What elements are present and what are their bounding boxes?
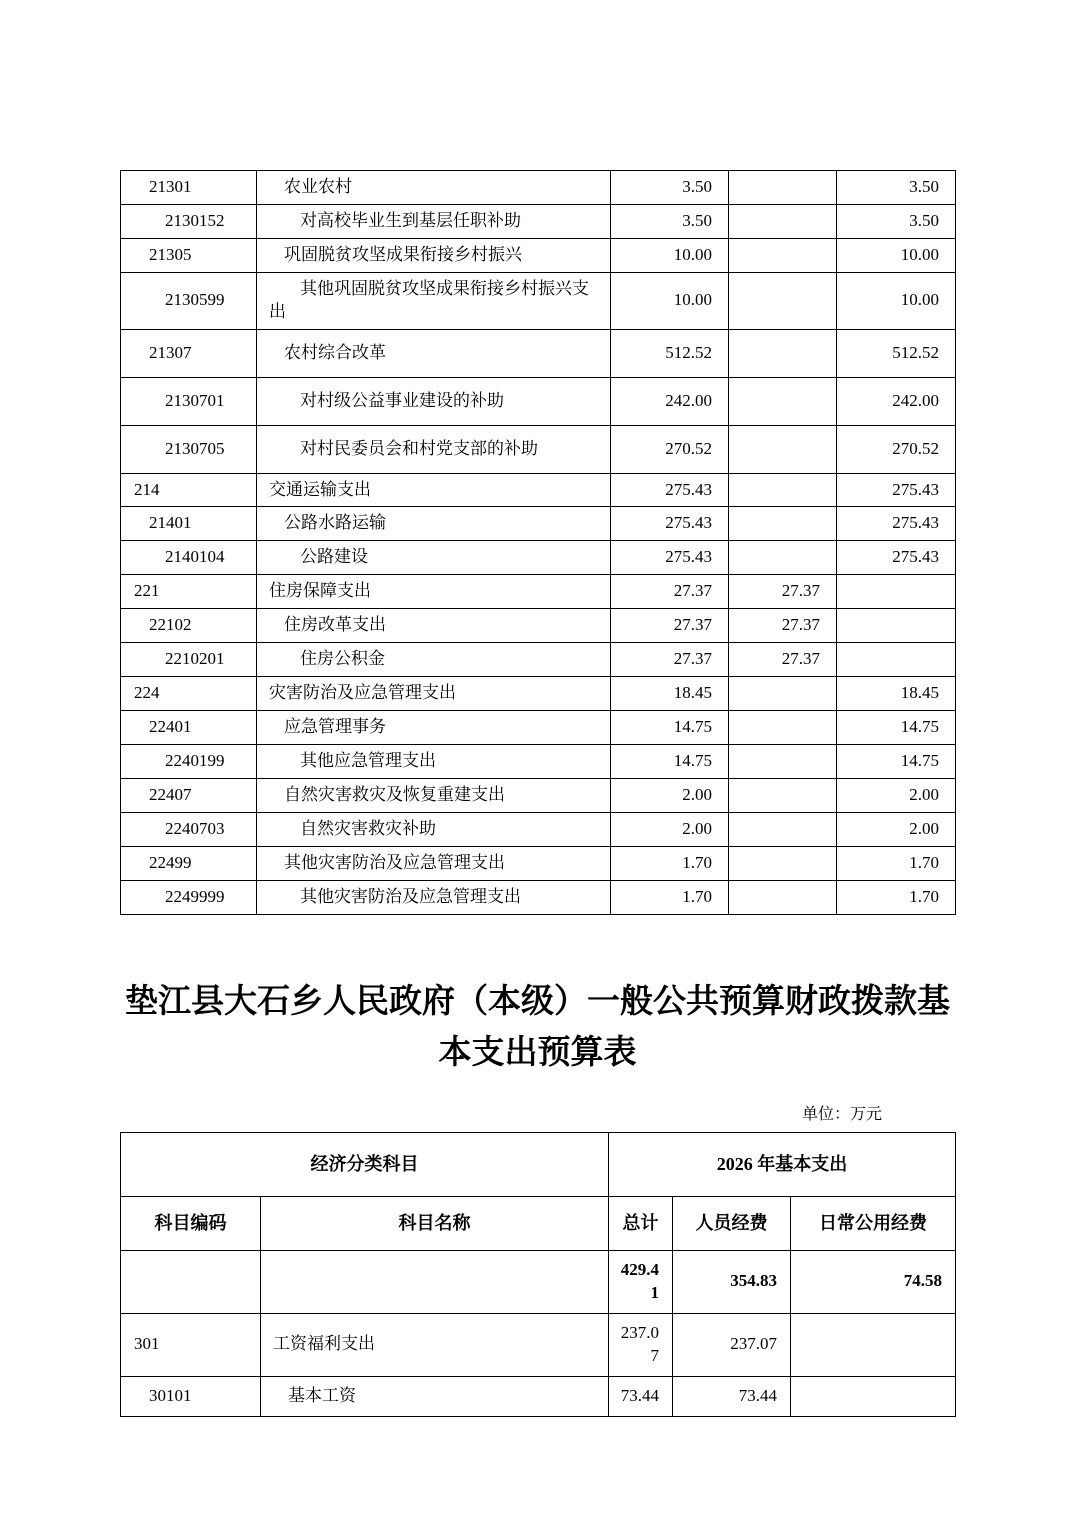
name-cell: 灾害防治及应急管理支出 bbox=[257, 677, 611, 711]
amount-cell-1: 3.50 bbox=[611, 204, 729, 238]
amount-cell-1: 275.43 bbox=[611, 541, 729, 575]
amount-cell-1: 14.75 bbox=[611, 711, 729, 745]
table-row bbox=[121, 812, 956, 846]
basic-expenditure-table bbox=[120, 1132, 956, 1417]
amount-cell-1: 2.00 bbox=[611, 778, 729, 812]
functional-table-body bbox=[121, 171, 956, 915]
personnel-cell: 237.07 bbox=[673, 1313, 791, 1376]
amount-cell-3: 1.70 bbox=[837, 880, 956, 914]
code-cell: 2130599 bbox=[121, 272, 257, 329]
amount-cell-1: 275.43 bbox=[611, 473, 729, 507]
name-cell: 自然灾害救灾及恢复重建支出 bbox=[257, 778, 611, 812]
name-cell: 对村级公益事业建设的补助 bbox=[257, 377, 611, 425]
code-cell: 21401 bbox=[121, 507, 257, 541]
amount-cell-1: 27.37 bbox=[611, 575, 729, 609]
amount-cell-3: 10.00 bbox=[837, 238, 956, 272]
table-row bbox=[121, 507, 956, 541]
header-2026-basic-expenditure: 2026 年基本支出 bbox=[609, 1132, 956, 1196]
name-cell: 农村综合改革 bbox=[257, 329, 611, 377]
amount-cell-1: 3.50 bbox=[611, 171, 729, 205]
header-columns-row bbox=[121, 1196, 956, 1250]
unit-label: 单位：万元 bbox=[801, 1105, 882, 1123]
code-cell: 2210201 bbox=[121, 643, 257, 677]
name-cell: 住房改革支出 bbox=[257, 609, 611, 643]
code-cell: 2130152 bbox=[121, 204, 257, 238]
header-economic-classification: 经济分类科目 bbox=[121, 1132, 609, 1196]
amount-cell-1: 512.52 bbox=[611, 329, 729, 377]
amount-cell-2 bbox=[729, 812, 837, 846]
code-cell: 2240199 bbox=[121, 745, 257, 779]
amount-cell-3 bbox=[837, 609, 956, 643]
total-cell: 237.07 bbox=[609, 1313, 673, 1376]
code-cell: 2240703 bbox=[121, 812, 257, 846]
code-cell: 22401 bbox=[121, 711, 257, 745]
code-cell: 22102 bbox=[121, 609, 257, 643]
amount-cell-2: 27.37 bbox=[729, 643, 837, 677]
total-cell: 73.44 bbox=[609, 1376, 673, 1416]
amount-cell-3: 242.00 bbox=[837, 377, 956, 425]
name-cell: 其他巩固脱贫攻坚成果衔接乡村振兴支出 bbox=[257, 272, 611, 329]
basic-table-header bbox=[121, 1132, 956, 1250]
table-row bbox=[121, 171, 956, 205]
code-cell: 221 bbox=[121, 575, 257, 609]
amount-cell-2 bbox=[729, 880, 837, 914]
table-row bbox=[121, 541, 956, 575]
table-row bbox=[121, 1376, 956, 1416]
amount-cell-1: 14.75 bbox=[611, 745, 729, 779]
name-cell: 公路建设 bbox=[257, 541, 611, 575]
table-row bbox=[121, 609, 956, 643]
amount-cell-3: 275.43 bbox=[837, 507, 956, 541]
amount-cell-2 bbox=[729, 204, 837, 238]
table-row bbox=[121, 745, 956, 779]
name-cell: 基本工资 bbox=[261, 1376, 609, 1416]
name-cell: 应急管理事务 bbox=[257, 711, 611, 745]
code-cell: 21301 bbox=[121, 171, 257, 205]
table-row bbox=[121, 238, 956, 272]
code-cell: 224 bbox=[121, 677, 257, 711]
daily-cell bbox=[791, 1376, 956, 1416]
code-cell: 22499 bbox=[121, 846, 257, 880]
name-cell: 农业农村 bbox=[257, 171, 611, 205]
amount-cell-3: 18.45 bbox=[837, 677, 956, 711]
amount-cell-3: 2.00 bbox=[837, 778, 956, 812]
amount-cell-1: 2.00 bbox=[611, 812, 729, 846]
name-cell bbox=[261, 1250, 609, 1313]
column-header-name: 科目名称 bbox=[261, 1196, 609, 1250]
amount-cell-3: 275.43 bbox=[837, 473, 956, 507]
amount-cell-1: 1.70 bbox=[611, 880, 729, 914]
table-row bbox=[121, 473, 956, 507]
table-row bbox=[121, 575, 956, 609]
amount-cell-2 bbox=[729, 778, 837, 812]
header-group-row bbox=[121, 1132, 956, 1196]
name-cell: 其他灾害防治及应急管理支出 bbox=[257, 880, 611, 914]
amount-cell-2 bbox=[729, 711, 837, 745]
amount-cell-3 bbox=[837, 575, 956, 609]
code-cell: 22407 bbox=[121, 778, 257, 812]
code-cell: 21305 bbox=[121, 238, 257, 272]
table-row bbox=[121, 711, 956, 745]
amount-cell-2 bbox=[729, 541, 837, 575]
amount-cell-2 bbox=[729, 272, 837, 329]
amount-cell-1: 275.43 bbox=[611, 507, 729, 541]
code-cell: 30101 bbox=[121, 1376, 261, 1416]
table-row bbox=[121, 204, 956, 238]
amount-cell-2: 27.37 bbox=[729, 609, 837, 643]
code-cell bbox=[121, 1250, 261, 1313]
amount-cell-2 bbox=[729, 677, 837, 711]
amount-cell-2 bbox=[729, 171, 837, 205]
amount-cell-3: 275.43 bbox=[837, 541, 956, 575]
name-cell: 其他灾害防治及应急管理支出 bbox=[257, 846, 611, 880]
amount-cell-3: 14.75 bbox=[837, 745, 956, 779]
basic-table-body bbox=[121, 1250, 956, 1416]
daily-cell: 74.58 bbox=[791, 1250, 956, 1313]
amount-cell-2 bbox=[729, 745, 837, 779]
code-cell: 2249999 bbox=[121, 880, 257, 914]
amount-cell-2 bbox=[729, 377, 837, 425]
personnel-cell: 354.83 bbox=[673, 1250, 791, 1313]
table-row bbox=[121, 677, 956, 711]
name-cell: 对村民委员会和村党支部的补助 bbox=[257, 425, 611, 473]
amount-cell-3: 3.50 bbox=[837, 171, 956, 205]
table-row bbox=[121, 643, 956, 677]
functional-budget-table-continued bbox=[120, 170, 956, 915]
amount-cell-1: 27.37 bbox=[611, 643, 729, 677]
table-row bbox=[121, 880, 956, 914]
name-cell: 公路水路运输 bbox=[257, 507, 611, 541]
code-cell: 301 bbox=[121, 1313, 261, 1376]
code-cell: 21307 bbox=[121, 329, 257, 377]
name-cell: 其他应急管理支出 bbox=[257, 745, 611, 779]
column-header-total: 总计 bbox=[609, 1196, 673, 1250]
column-header-personnel: 人员经费 bbox=[673, 1196, 791, 1250]
name-cell: 巩固脱贫攻坚成果衔接乡村振兴 bbox=[257, 238, 611, 272]
name-cell: 工资福利支出 bbox=[261, 1313, 609, 1376]
amount-cell-1: 10.00 bbox=[611, 272, 729, 329]
amount-cell-2 bbox=[729, 507, 837, 541]
code-cell: 2130705 bbox=[121, 425, 257, 473]
name-cell: 交通运输支出 bbox=[257, 473, 611, 507]
amount-cell-3: 270.52 bbox=[837, 425, 956, 473]
personnel-cell: 73.44 bbox=[673, 1376, 791, 1416]
document-title: 垫江县大石乡人民政府（本级）一般公共预算财政拨款基本支出预算表 bbox=[125, 983, 950, 1071]
name-cell: 住房公积金 bbox=[257, 643, 611, 677]
amount-cell-3 bbox=[837, 643, 956, 677]
name-cell: 住房保障支出 bbox=[257, 575, 611, 609]
amount-cell-1: 1.70 bbox=[611, 846, 729, 880]
amount-cell-3: 10.00 bbox=[837, 272, 956, 329]
name-cell: 自然灾害救灾补助 bbox=[257, 812, 611, 846]
code-cell: 214 bbox=[121, 473, 257, 507]
table-row bbox=[121, 1250, 956, 1313]
amount-cell-2: 27.37 bbox=[729, 575, 837, 609]
daily-cell bbox=[791, 1313, 956, 1376]
amount-cell-1: 10.00 bbox=[611, 238, 729, 272]
amount-cell-2 bbox=[729, 238, 837, 272]
amount-cell-3: 2.00 bbox=[837, 812, 956, 846]
name-cell: 对高校毕业生到基层任职补助 bbox=[257, 204, 611, 238]
table-row bbox=[121, 377, 956, 425]
amount-cell-2 bbox=[729, 425, 837, 473]
amount-cell-1: 270.52 bbox=[611, 425, 729, 473]
amount-cell-2 bbox=[729, 473, 837, 507]
table-row bbox=[121, 846, 956, 880]
amount-cell-3: 14.75 bbox=[837, 711, 956, 745]
table-row bbox=[121, 272, 956, 329]
code-cell: 2140104 bbox=[121, 541, 257, 575]
total-cell: 429.41 bbox=[609, 1250, 673, 1313]
code-cell: 2130701 bbox=[121, 377, 257, 425]
amount-cell-1: 18.45 bbox=[611, 677, 729, 711]
table-row bbox=[121, 1313, 956, 1376]
amount-cell-3: 1.70 bbox=[837, 846, 956, 880]
table-row bbox=[121, 329, 956, 377]
column-header-code: 科目编码 bbox=[121, 1196, 261, 1250]
column-header-daily: 日常公用经费 bbox=[791, 1196, 956, 1250]
amount-cell-2 bbox=[729, 329, 837, 377]
amount-cell-1: 27.37 bbox=[611, 609, 729, 643]
amount-cell-2 bbox=[729, 846, 837, 880]
table-row bbox=[121, 778, 956, 812]
table-row bbox=[121, 425, 956, 473]
amount-cell-1: 242.00 bbox=[611, 377, 729, 425]
amount-cell-3: 3.50 bbox=[837, 204, 956, 238]
amount-cell-3: 512.52 bbox=[837, 329, 956, 377]
